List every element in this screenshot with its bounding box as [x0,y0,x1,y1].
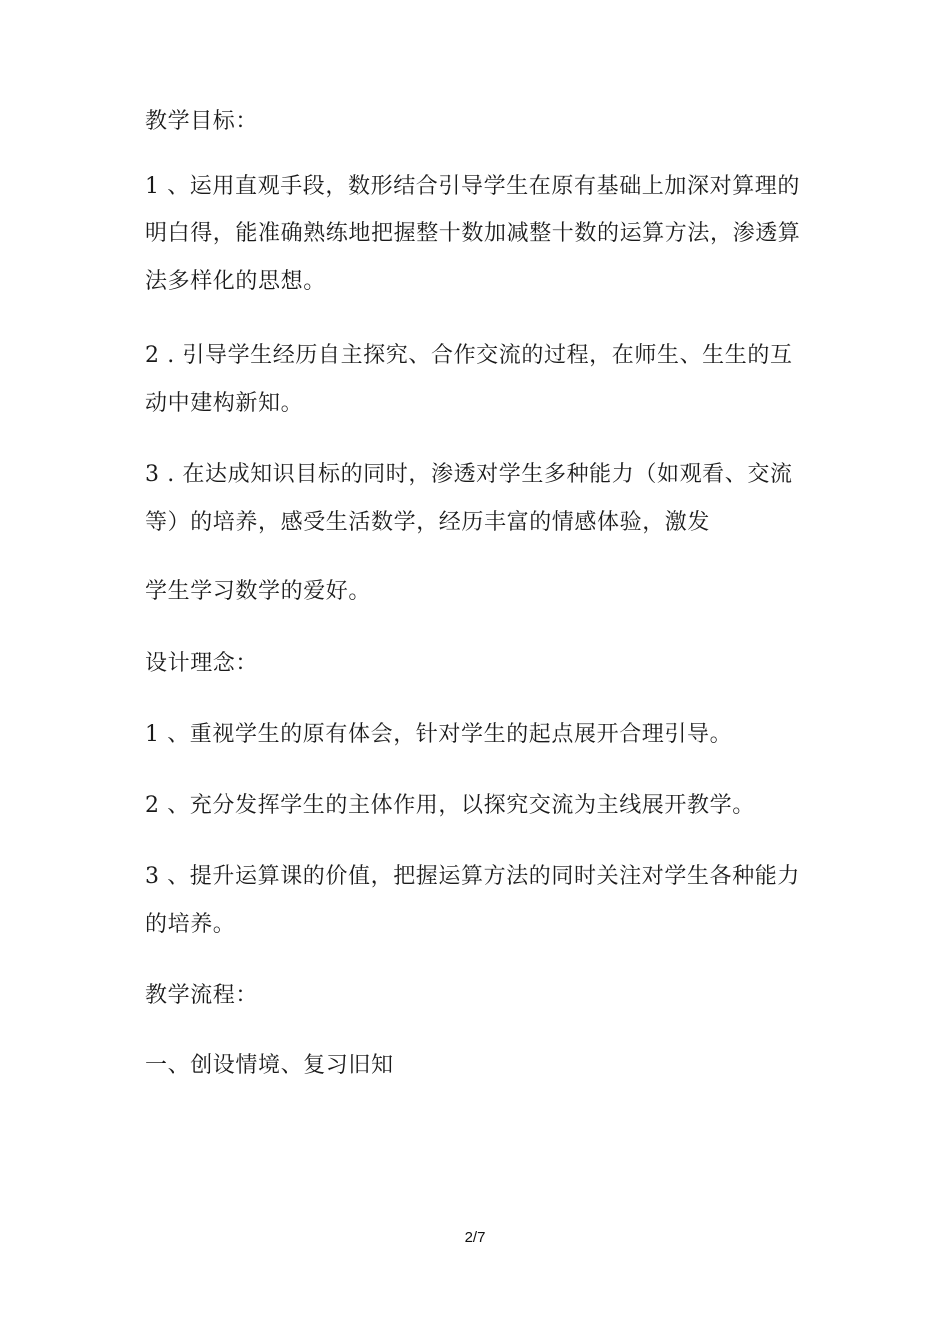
text-line: 1 、重视学生的原有体会，针对学生的起点展开合理引导。 [145,722,733,747]
text-line: 一、创设情境、复习旧知 [145,1053,394,1078]
text-line: 的培养。 [145,912,236,937]
text-line: 法多样化的思想。 [145,269,326,294]
section-heading-teaching-goals: 教学目标： [145,109,259,134]
section-heading-design-concept: 设计理念： [145,651,259,676]
text-line: 明白得，能准确熟练地把握整十数加减整十数的运算方法，渗透算 [145,221,801,246]
text-line: 学生学习数学的爱好。 [145,579,372,604]
text-line: 动中建构新知。 [145,391,304,416]
text-line: 等）的培养，感受生活数学，经历丰富的情感体验，激发 [145,510,711,535]
text-line: 3 、提升运算课的价值，把握运算方法的同时关注对学生各种能力 [145,864,800,889]
text-line: 2 、充分发挥学生的主体作用，以探究交流为主线展开教学。 [145,793,755,818]
page-number: 2/7 [464,1229,486,1246]
text-line: 2 . 引导学生经历自主探究、合作交流的过程，在师生、生生的互 [145,343,793,368]
text-line: 1 、运用直观手段，数形结合引导学生在原有基础上加深对算理的 [145,174,800,199]
section-heading-teaching-process: 教学流程： [145,983,259,1008]
text-line: 3 . 在达成知识目标的同时，渗透对学生多种能力（如观看、交流 [145,462,793,487]
